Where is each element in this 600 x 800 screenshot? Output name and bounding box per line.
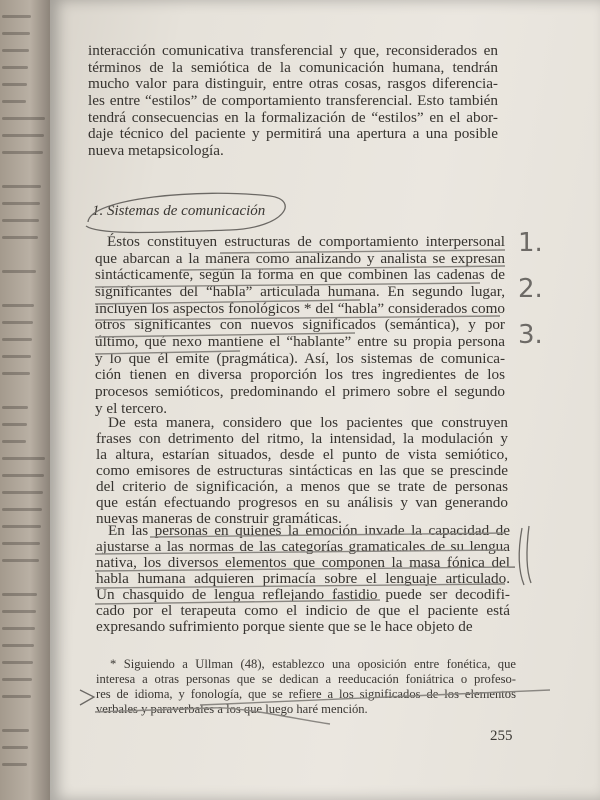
text-line: ción tienen en diversa proporción los tres ingredientes de los <box>95 366 505 384</box>
facing-page-text-fragment <box>2 66 28 69</box>
facing-page-text-fragment <box>2 355 31 358</box>
facing-page-text-fragment <box>2 508 42 511</box>
text-line: tendrá consecuencias en la formalización de “estilos” en el abor- <box>88 108 498 126</box>
text-line: frases con detrimento del ritmo, la intensidad, la modulación y <box>96 430 508 448</box>
text-line: del criterio de significación, a menos que se trate de personas <box>96 478 508 496</box>
facing-page-text-fragment <box>2 32 30 35</box>
facing-page-text-fragment <box>2 236 38 239</box>
text-line: significantes del “habla” articulada humana. En segundo lugar, <box>95 282 505 300</box>
facing-page-text-fragment <box>2 202 40 205</box>
facing-page-text-fragment <box>2 423 27 426</box>
facing-page-text-fragment <box>2 661 33 664</box>
text-line: verbales y paraverbales a los que luego haré mención. <box>96 702 368 717</box>
text-line: que están efectuando progresos en su análisis y van generando <box>96 494 508 512</box>
facing-page-text-fragment <box>2 763 27 766</box>
facing-page-text-fragment <box>2 49 29 52</box>
facing-page-text-fragment <box>2 525 41 528</box>
text-line: último, qué nexo mantiene el “hablante” entre su propia persona <box>95 332 505 350</box>
facing-page-text-fragment <box>2 695 31 698</box>
text-line: que abarcan a la manera como analizando y analista se expresan <box>95 249 505 267</box>
facing-page-text-fragment <box>2 457 45 460</box>
text-line: la altura, estarían situados, desde el punto de vista semiótico, <box>96 446 508 464</box>
text-line: En las personas en quienes la emoción invade la capacidad de <box>108 522 510 539</box>
facing-page-text-fragment <box>2 270 36 273</box>
margin-note-1: 1. <box>518 228 543 258</box>
text-line: incluyen los aspectos fonológicos * del “habla” considerados como <box>95 299 505 317</box>
text-line: Éstos constituyen estructuras de comportamiento interpersonal <box>107 233 505 250</box>
text-line: nuevas maneras de construir gramáticas. <box>96 510 342 528</box>
text-line: cado por el terapeuta como el indicio de que el paciente está <box>96 602 510 620</box>
text-line: ajustarse a las normas de las categorías gramaticales de su lengua <box>96 538 510 556</box>
text-line: * Siguiendo a Ullman (48), establezco una oposición entre fonética, que <box>110 657 516 671</box>
facing-page-text-fragment <box>2 304 34 307</box>
facing-page-text-fragment <box>2 134 44 137</box>
facing-page-text-fragment <box>2 15 31 18</box>
facing-page-text-fragment <box>2 372 30 375</box>
text-line: daje técnico del paciente y permitirá una apertura a una posible <box>88 125 498 143</box>
facing-page-text-fragment <box>2 729 29 732</box>
text-line: procesos semióticos, predominando el primero sobre el segundo <box>95 382 505 400</box>
facing-page-text-fragment <box>2 321 33 324</box>
facing-page-text-fragment <box>2 117 45 120</box>
facing-page-text-fragment <box>2 338 32 341</box>
facing-page-text-fragment <box>2 185 41 188</box>
text-line: y lo que él emite (pragmática). Así, los sistemas de comunica- <box>95 349 505 367</box>
text-line: expresando sufrimiento porque siente que se le hace objeto de <box>96 618 473 636</box>
facing-page-edge <box>0 0 50 800</box>
text-line: como emisores de estructuras sintácticas en las que se prescinde <box>96 462 508 480</box>
facing-page-text-fragment <box>2 491 43 494</box>
text-line: y el tercero. <box>95 399 168 417</box>
facing-page-text-fragment <box>2 559 39 562</box>
facing-page-text-fragment <box>2 100 26 103</box>
section-heading: 1. Sistemas de comunicación <box>92 203 266 219</box>
margin-note-2: 2. <box>518 274 543 304</box>
facing-page-text-fragment <box>2 542 40 545</box>
margin-note-3: 3. <box>518 320 543 350</box>
text-line: Un chasquido de lengua reflejando fastidio puede ser decodifi- <box>96 586 510 604</box>
facing-page-text-fragment <box>2 83 27 86</box>
text-line: interesa a otras personas que se dedican a reeducación foniátrica o profeso- <box>96 672 516 687</box>
text-line: nueva metapsicología. <box>88 141 224 159</box>
text-line: mucho valor para distinguir, entre otras cosas, rasgos diferencia- <box>88 75 498 93</box>
text-line: habla humana adquieren primacía sobre el lenguaje articulado. <box>96 570 510 588</box>
facing-page-text-fragment <box>2 219 39 222</box>
facing-page-text-fragment <box>2 593 37 596</box>
text-line: sintácticamente, según la forma en que combinen las cadenas de <box>95 266 505 284</box>
facing-page-text-fragment <box>2 644 34 647</box>
text-line: nativa, los diversos elementos que componen la masa fónica del <box>96 554 510 572</box>
text-line: términos de la semiótica de la comunicación humana, tendrán <box>88 58 498 76</box>
text-line: otros significantes con nuevos significados (semántica), y por <box>95 316 505 334</box>
facing-page-text-fragment <box>2 627 35 630</box>
text-line: De esta manera, considero que los pacientes que construyen <box>108 414 508 431</box>
text-line: les entre “estilos” de comportamiento transferencial. Esto también <box>88 91 498 109</box>
facing-page-text-fragment <box>2 474 44 477</box>
facing-page-text-fragment <box>2 440 26 443</box>
facing-page-text-fragment <box>2 746 28 749</box>
facing-page-text-fragment <box>2 406 28 409</box>
page-number: 255 <box>490 728 513 744</box>
facing-page-text-fragment <box>2 678 32 681</box>
text-line: interacción comunicativa transferencial y que, reconsiderados en <box>88 42 498 59</box>
text-line: res de idioma, y fonología, que se refiere a los significados de los elementos <box>96 687 516 702</box>
facing-page-text-fragment <box>2 151 43 154</box>
facing-page-text-fragment <box>2 610 36 613</box>
